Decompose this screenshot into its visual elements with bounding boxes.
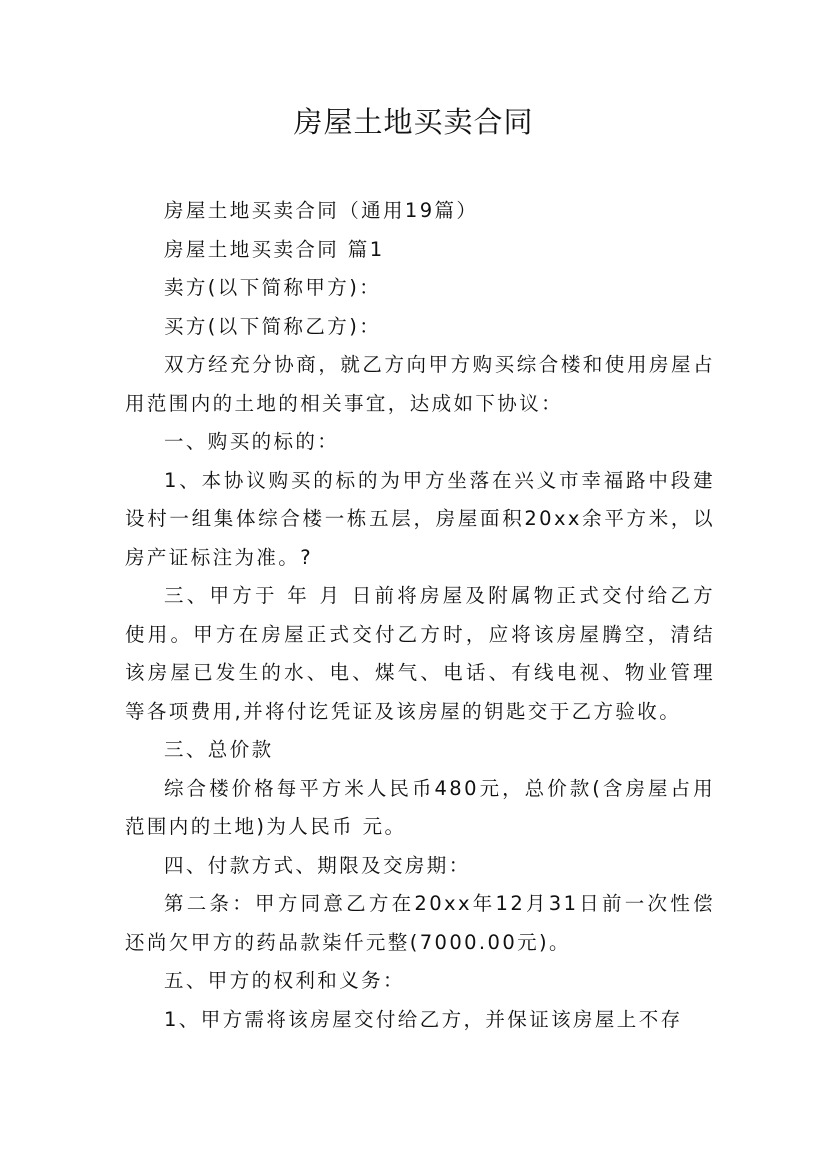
paragraph-clause: 第二条：甲方同意乙方在20xx年12月31日前一次性偿还尚欠甲方的药品款柒仟元整(7000.00元)。 (125, 892, 715, 954)
paragraph-section-heading: 房屋土地买卖合同 篇1 (164, 237, 385, 261)
paragraph-preamble: 双方经充分协商，就乙方向甲方购买综合楼和使用房屋占用范围内的土地的相关事宜，达成如下协议： (125, 353, 715, 415)
paragraph-clause-heading: 一、购买的标的： (164, 430, 340, 453)
document-body (125, 192, 715, 1039)
paragraph-subtitle: 房屋土地买卖合同（通用19篇） (164, 199, 479, 222)
paragraph-clause-heading: 四、付款方式、期限及交房期： (164, 853, 471, 877)
paragraph-clause: 三、甲方于 年 月 日前将房屋及附属物正式交付给乙方使用。甲方在房屋正式交付乙方时，应将该房屋腾空，清结该房屋已发生的水、电、煤气、电话、有线电视、物业管理等各项费用,并将付讫凭证及该房屋的钥匙交于乙方验收。 (125, 584, 715, 723)
paragraph-clause-heading: 五、甲方的权利和义务： (164, 969, 405, 992)
paragraph-clause-heading: 三、总价款 (164, 738, 274, 761)
document-title: 房屋土地买卖合同 (293, 105, 534, 139)
paragraph-buyer: 买方(以下简称乙方)： (164, 314, 382, 338)
paragraph-clause: 综合楼价格每平方米人民币480元，总价款(含房屋占用范围内的土地)为人民币 元。 (125, 776, 715, 838)
paragraph-seller: 卖方(以下简称甲方)： (164, 276, 382, 299)
paragraph-clause: 1、本协议购买的标的为甲方坐落在兴义市幸福路中段建设村一组集体综合楼一栋五层，房屋面积20xx余平方米，以房产证标注为准。? (125, 468, 715, 569)
paragraph-clause: 1、甲方需将该房屋交付给乙方，并保证该房屋上不存 (164, 1007, 683, 1031)
